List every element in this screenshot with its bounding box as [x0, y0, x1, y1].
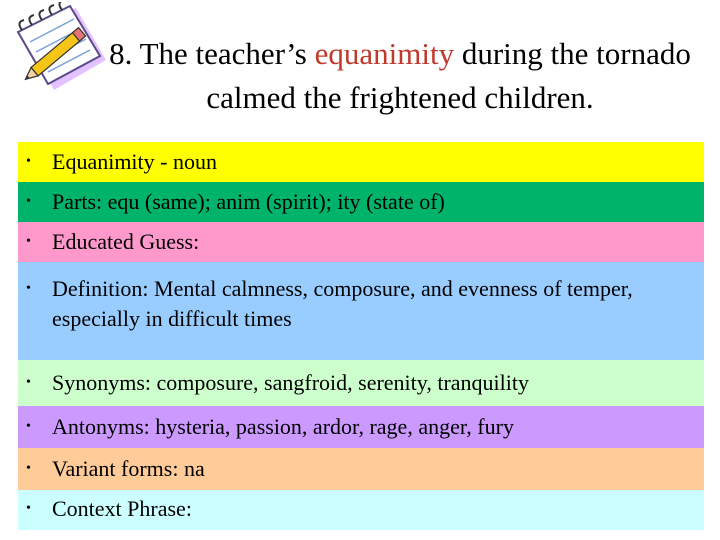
- slide-title: [90, 32, 710, 120]
- row-part-of-speech: [18, 142, 704, 182]
- row-parts: [18, 182, 704, 222]
- row-synonyms: [18, 360, 704, 406]
- row-text: Variant forms: na: [52, 456, 205, 481]
- bullet: •: [26, 234, 31, 249]
- row-text: Educated Guess:: [52, 229, 200, 254]
- row-text: Synonyms: composure, sangfroid, serenity, tranquility: [52, 370, 530, 395]
- row-antonyms: [18, 406, 704, 448]
- bullet: •: [26, 375, 31, 390]
- row-text: Equanimity - noun: [52, 149, 217, 174]
- row-definition: [18, 262, 704, 360]
- row-text: Antonyms: hysteria, passion, ardor, rage, anger, fury: [52, 414, 514, 439]
- title-after: during the tornado calmed the frightened children.: [206, 36, 691, 115]
- row-text: Context Phrase:: [52, 496, 192, 521]
- bullet: •: [26, 281, 31, 296]
- vocab-list: [18, 142, 704, 530]
- bullet: •: [26, 154, 31, 169]
- slide-number: 8.: [109, 36, 133, 71]
- row-context-phrase: [18, 490, 704, 530]
- row-variant-forms: [18, 448, 704, 490]
- row-educated-guess: [18, 222, 704, 262]
- bullet: •: [26, 501, 31, 516]
- bullet: •: [26, 194, 31, 209]
- bullet: •: [26, 461, 31, 476]
- title-highlight-word: equanimity: [314, 36, 455, 71]
- row-text: Definition: Mental calmness, composure, and evenness of temper, especially in difficult times: [52, 276, 633, 331]
- bullet: •: [26, 419, 31, 434]
- title-before: The teacher’s: [139, 36, 307, 71]
- row-text: Parts: equ (same); anim (spirit); ity (state of): [52, 189, 445, 214]
